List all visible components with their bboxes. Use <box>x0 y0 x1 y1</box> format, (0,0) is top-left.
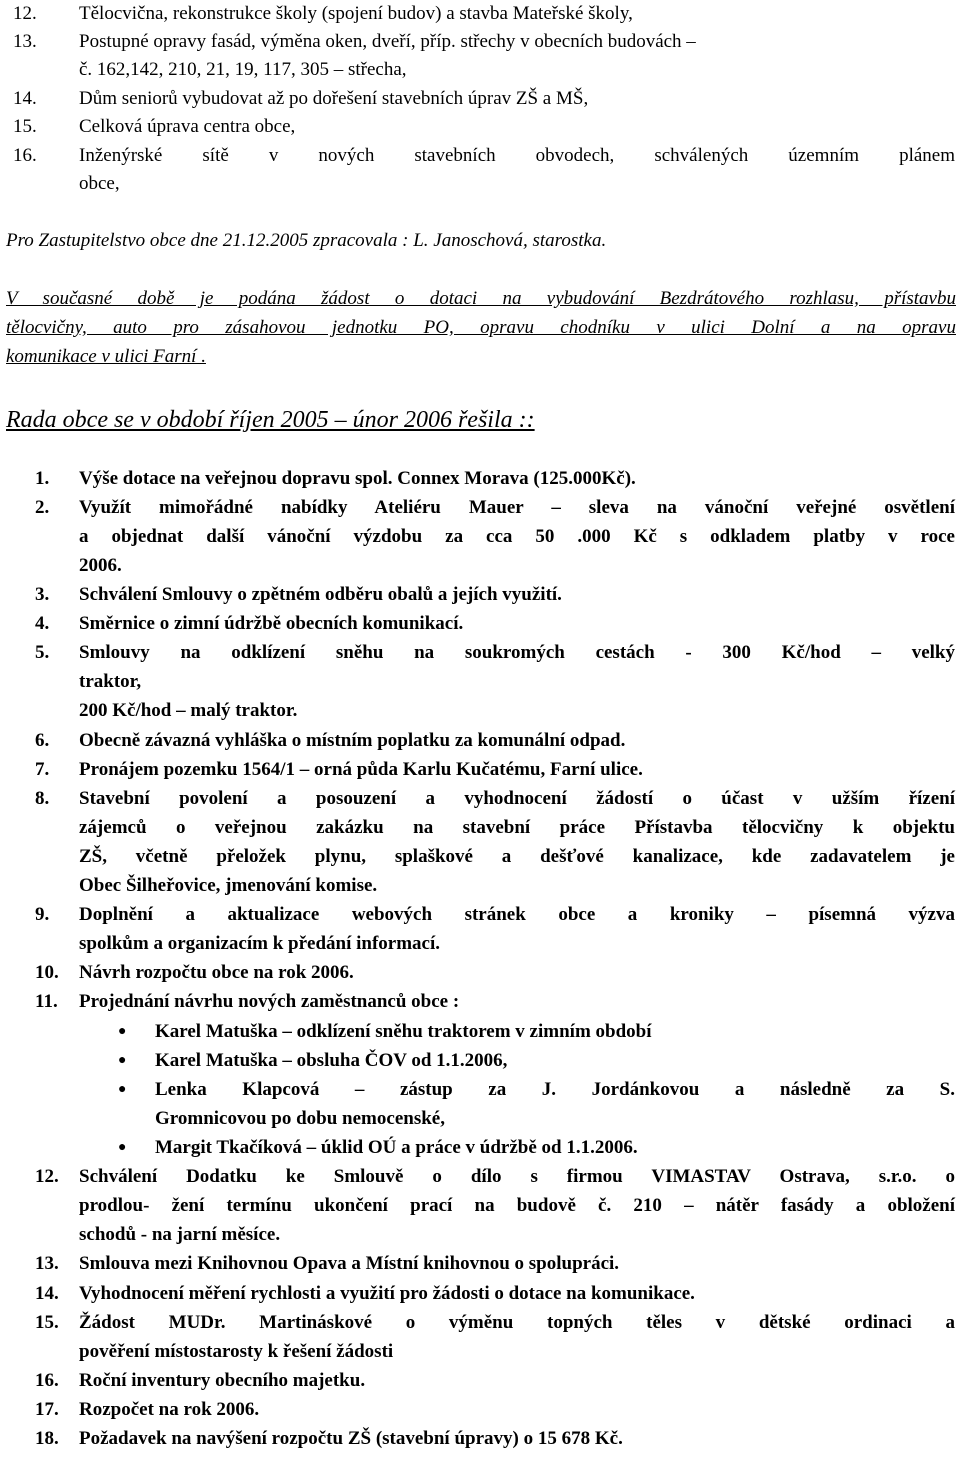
council-item-number: 5. <box>35 642 50 663</box>
council-item-text-continuation: ZŠ, včetně přeložek plynu, splaškové a dešťové kanalizace, kde zadavatelem je <box>79 846 955 867</box>
council-item-text-continuation: a objednat další vánoční výzdobu za cca 50 .000 Kč s odkladem platby v roce <box>79 526 955 547</box>
section-heading: Rada obce se v období říjen 2005 – únor 2006 řešila :: <box>6 407 535 433</box>
council-item-text-continuation: traktor, <box>79 671 142 692</box>
council-item-text: Směrnice o zimní údržbě obecních komunikací. <box>79 613 464 634</box>
council-item-number: 4. <box>35 613 50 634</box>
council-item-text: Schválení Smlouvy o zpětném odběru obalů a jejích využití. <box>79 584 562 605</box>
plan-item-number: 14. <box>13 88 37 109</box>
council-item-number: 2. <box>35 497 50 518</box>
council-item-text: Rozpočet na rok 2006. <box>79 1399 260 1420</box>
plan-item-number: 16. <box>13 145 37 166</box>
council-item-text-continuation: 2006. <box>79 555 122 576</box>
council-item-text: Vyhodnocení měření rychlosti a využití pro žádosti o dotace na komunikace. <box>79 1283 695 1304</box>
council-item-text-continuation: Obec Šilheřovice, jmenování komise. <box>79 875 378 896</box>
bullet-item-text: Margit Tkačíková – úklid OÚ a práce v údržbě od 1.1.2006. <box>155 1137 638 1158</box>
council-item-text-continuation: prodlou- žení termínu ukončení prací na budově č. 210 – nátěr fasády a obložení <box>79 1195 955 1216</box>
bullet-item-text: Karel Matuška – obsluha ČOV od 1.1.2006, <box>155 1050 508 1071</box>
council-item-number: 12. <box>35 1166 59 1187</box>
bullet-icon: ● <box>118 1140 127 1155</box>
council-item-text: Žádost MUDr. Martináskové o výměnu topných těles v dětské ordinaci a <box>79 1312 955 1333</box>
plan-item-text: Postupné opravy fasád, výměna oken, dveří, příp. střechy v obecních budovách – <box>79 31 696 52</box>
council-item-number: 13. <box>35 1253 59 1274</box>
plan-item-number: 15. <box>13 116 37 137</box>
council-item-number: 18. <box>35 1428 59 1449</box>
council-item-number: 16. <box>35 1370 59 1391</box>
council-item-number: 8. <box>35 788 50 809</box>
council-item-text: Využít mimořádné nabídky Ateliéru Mauer – sleva na vánoční veřejné osvětlení <box>79 497 955 518</box>
council-item-text: Smlouva mezi Knihovnou Opava a Místní knihovnou o spolupráci. <box>79 1253 620 1274</box>
council-item-text: Projednání návrhu nových zaměstnanců obce : <box>79 991 460 1012</box>
bullet-icon: ● <box>118 1082 127 1097</box>
council-item-number: 11. <box>35 991 58 1012</box>
plan-item-text-continuation: obce, <box>79 173 120 194</box>
council-item-text: Požadavek na navýšení rozpočtu ZŠ (stavební úpravy) o 15 678 Kč. <box>79 1428 623 1449</box>
council-item-text-continuation: pověření místostarosty k řešení žádosti <box>79 1341 394 1362</box>
council-item-number: 14. <box>35 1283 59 1304</box>
council-item-text: Obecně závazná vyhláška o místním poplatku za komunální odpad. <box>79 730 626 751</box>
grant-paragraph-line: V současné době je podána žádost o dotaci na vybudování Bezdrátového rozhlasu, přístavbu <box>6 288 956 309</box>
council-item-text-continuation: 200 Kč/hod – malý traktor. <box>79 700 298 721</box>
council-item-number: 7. <box>35 759 50 780</box>
council-item-number: 3. <box>35 584 50 605</box>
council-item-text: Schválení Dodatku ke Smlouvě o dílo s firmou VIMASTAV Ostrava, s.r.o. o <box>79 1166 955 1187</box>
council-item-text-continuation: zájemců o veřejnou zakázku na stavební práce Přístavba tělocvičny k objektu <box>79 817 955 838</box>
bullet-item-text-continuation: Gromnicovou po dobu nemocenské, <box>155 1108 445 1129</box>
council-item-text: Smlouvy na odklízení sněhu na soukromých cestách - 300 Kč/hod – velký <box>79 642 955 663</box>
grant-paragraph-line: tělocvičny, auto pro zásahovou jednotku PO, opravu chodníku v ulici Dolní a na opravu <box>6 317 956 338</box>
bullet-item-text: Karel Matuška – odklízení sněhu traktorem v zimním období <box>155 1021 652 1042</box>
bullet-icon: ● <box>118 1024 127 1039</box>
council-item-text-continuation: schodů - na jarní měsíce. <box>79 1224 281 1245</box>
council-item-number: 6. <box>35 730 50 751</box>
grant-paragraph-line: komunikace v ulici Farní . <box>6 346 206 367</box>
council-item-text: Stavební povolení a posouzení a vyhodnocení žádostí o účast v užším řízení <box>79 788 955 809</box>
council-item-text: Pronájem pozemku 1564/1 – orná půda Karlu Kučatému, Farní ulice. <box>79 759 643 780</box>
council-item-text-continuation: spolkům a organizacím k předání informací. <box>79 933 441 954</box>
council-item-number: 15. <box>35 1312 59 1333</box>
council-item-number: 17. <box>35 1399 59 1420</box>
council-item-text: Roční inventury obecního majetku. <box>79 1370 366 1391</box>
council-item-text: Doplnění a aktualizace webových stránek obce a kroniky – písemná výzva <box>79 904 955 925</box>
council-item-text: Návrh rozpočtu obce na rok 2006. <box>79 962 354 983</box>
plan-item-text: Inženýrské sítě v nových stavebních obvodech, schválených územním plánem <box>79 145 955 166</box>
plan-item-number: 12. <box>13 3 37 24</box>
council-item-text: Výše dotace na veřejnou dopravu spol. Connex Morava (125.000Kč). <box>79 468 636 489</box>
plan-item-text: Celková úprava centra obce, <box>79 116 296 137</box>
bullet-item-text: Lenka Klapcová – zástup za J. Jordánkovou a následně za S. <box>155 1079 955 1100</box>
plan-item-text: Tělocvična, rekonstrukce školy (spojení budov) a stavba Mateřské školy, <box>79 3 633 24</box>
plan-item-number: 13. <box>13 31 37 52</box>
bullet-icon: ● <box>118 1053 127 1068</box>
plan-item-text: Dům seniorů vybudovat až po dořešení stavebních úprav ZŠ a MŠ, <box>79 88 589 109</box>
council-item-number: 1. <box>35 468 50 489</box>
council-item-number: 10. <box>35 962 59 983</box>
plan-item-text-continuation: č. 162,142, 210, 21, 19, 117, 305 – střecha, <box>79 59 407 80</box>
council-item-number: 9. <box>35 904 50 925</box>
signature-line: Pro Zastupitelstvo obce dne 21.12.2005 zpracovala : L. Janoschová, starostka. <box>6 230 607 251</box>
